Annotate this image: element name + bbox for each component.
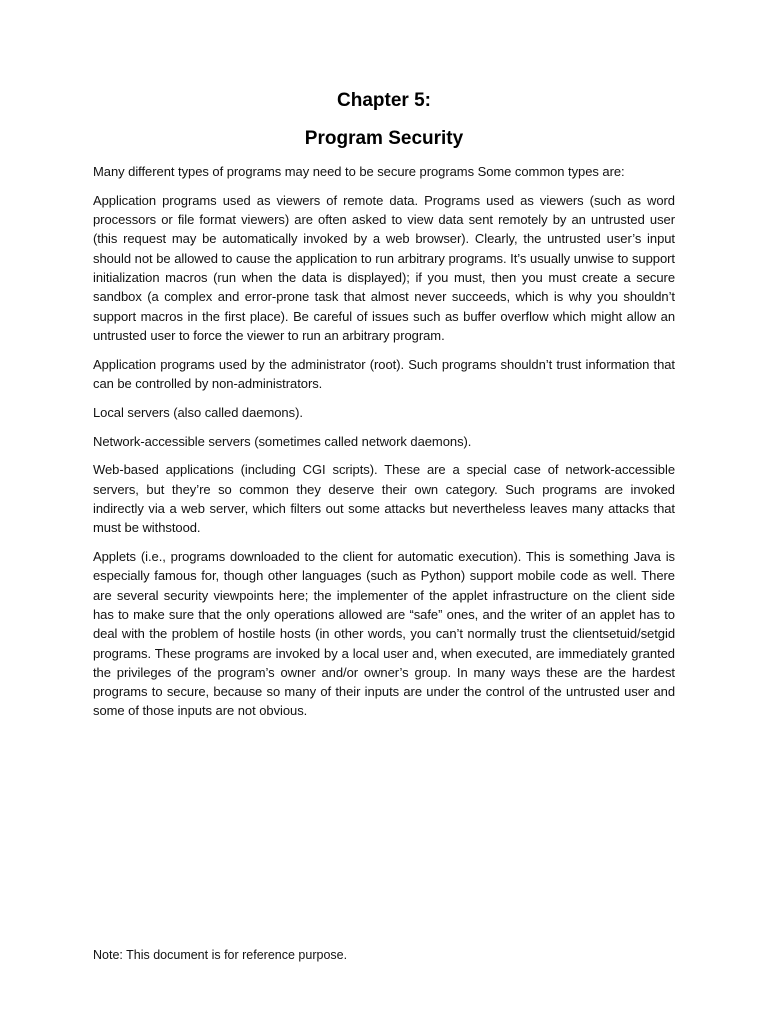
paragraph-admin-programs: Application programs used by the administrator (root). Such programs shouldn’t trust information that can be controlled by non-administrators.: [93, 356, 675, 391]
page-content: [93, 86, 675, 730]
paragraph-web-applications: Web-based applications (including CGI scripts). These are a special case of network-accessible servers, but they’re so common they deserve their own category. Such programs are invoked indirectly via a web server, which filters out some attacks but nevertheless leaves many attacks that must be withstood.: [93, 462, 675, 536]
chapter-label: Chapter 5:: [337, 90, 431, 111]
footer-note: Note: This document is for reference purpose.: [93, 948, 348, 962]
paragraph-network-servers: Network-accessible servers (sometimes called network daemons).: [93, 433, 472, 449]
paragraph-applets: Applets (i.e., programs downloaded to the client for automatic execution). This is something Java is especially famous for, though other languages (such as Python) support mobile code as well. There are several security viewpoints here; the implementer of the applet infrastructure on the client side has to make sure that the only operations allowed are “safe” ones, and the writer of an applet has to deal with the problem of hostile hosts (in other words, you can’t normally trust the clientsetuid/setgid programs. These programs are invoked by a local user and, when executed, are immediately granted the privileges of the program’s owner and/or owner’s group. In many ways these are the hardest programs to secure, because so many of their inputs are under the control of the untrusted user and some of those inputs are not obvious.: [93, 549, 675, 719]
paragraph-local-servers: Local servers (also called daemons).: [93, 404, 303, 420]
intro-paragraph: Many different types of programs may need to be secure programs Some common types are:: [93, 164, 625, 179]
paragraph-viewers: Application programs used as viewers of remote data. Programs used as viewers (such as word processors or file format viewers) are often asked to view data sent remotely by an untrusted user (this request may be automatically invoked by a web browser). Clearly, the untrusted user’s input should not be allowed to cause the application to run arbitrary programs. It’s usually unwise to support initialization macros (run when the data is displayed); if you must, then you must create a secure sandbox (a complex and error-prone task that almost never succeeds, which is why you shouldn’t support macros in the first place). Be careful of issues such as buffer overflow which might allow an untrusted user to force the viewer to run an arbitrary program.: [93, 192, 675, 343]
page-title: Program Security: [304, 128, 464, 149]
